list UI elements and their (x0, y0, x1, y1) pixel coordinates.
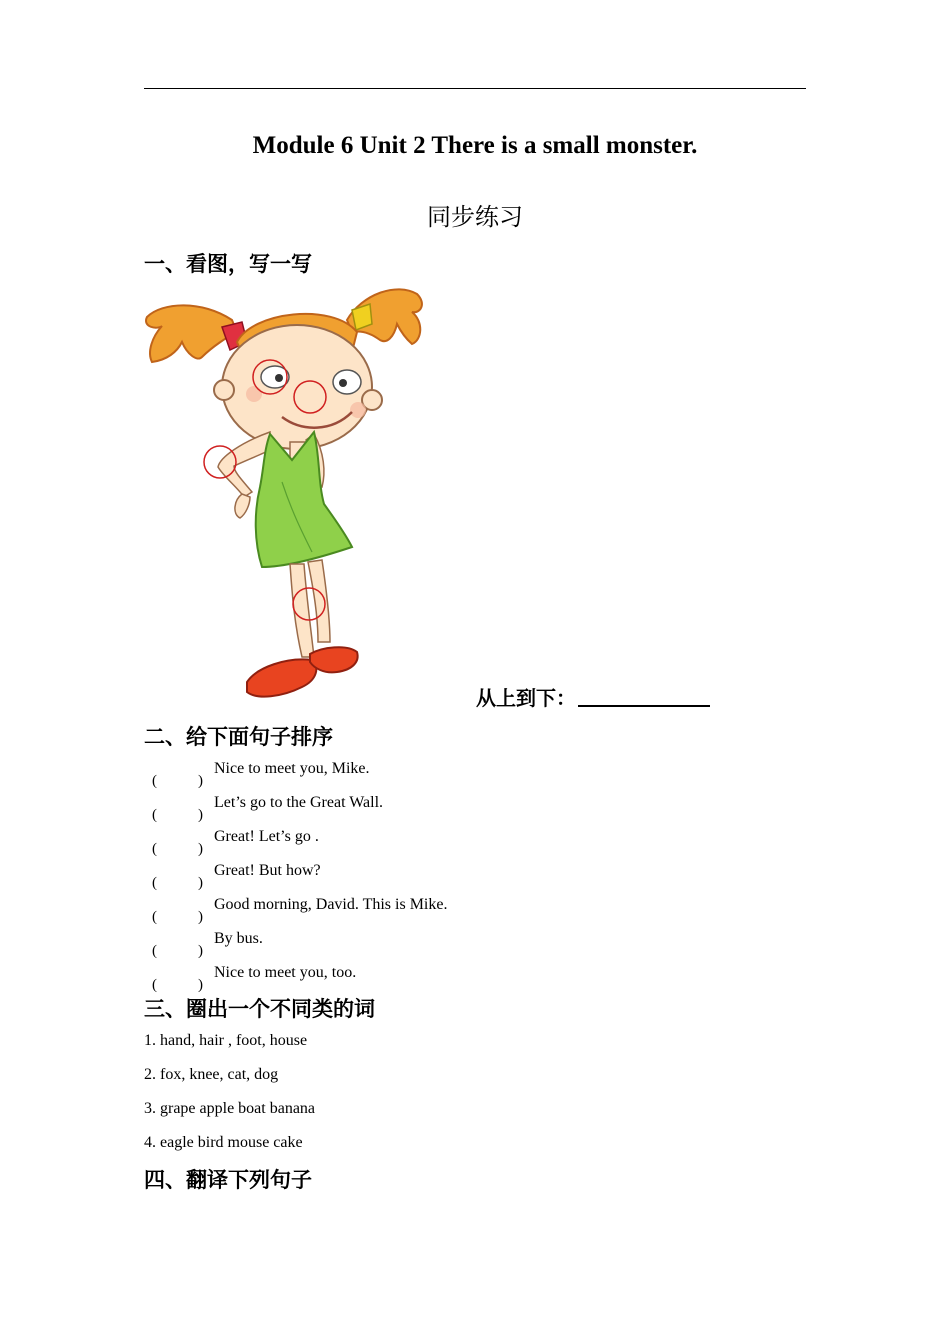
ordering-item: ( ) Good morning, David. This is Mike. (152, 896, 448, 925)
odd-word-item: 1. hand, hair , foot, house (144, 1032, 308, 1049)
answer-line (476, 682, 710, 711)
header-rule (144, 88, 806, 89)
section3-heading: 三、圈出一个不同类的词 (144, 997, 375, 1021)
ordering-item: ( ) Nice to meet you, too. (152, 964, 357, 993)
section2-heading: 二、给下面句子排序 (144, 725, 333, 749)
document-subtitle: 同步练习 (427, 203, 523, 231)
odd-word-item: 4. eagle bird mouse cake (144, 1134, 303, 1151)
ordering-item: ( ) Great! Let’s go . (152, 828, 319, 857)
document-title: Module 6 Unit 2 There is a small monster. (252, 132, 698, 159)
answer-blank[interactable] (578, 685, 710, 707)
ordering-item: ( ) Great! But how? (152, 862, 321, 891)
odd-word-item: 2. fox, knee, cat, dog (144, 1066, 279, 1083)
ordering-item: ( ) Nice to meet you, Mike. (152, 760, 370, 789)
section4-heading: 四、翻译下列句子 (144, 1168, 312, 1192)
section1-heading: 一、看图，写一写 (144, 252, 312, 276)
girl-illustration (142, 282, 432, 708)
ordering-item: ( ) By bus. (152, 930, 263, 959)
ordering-item: ( ) Let’s go to the Great Wall. (152, 794, 384, 823)
odd-word-item: 3. grape apple boat banana (144, 1100, 316, 1117)
answer-label: 从上到下： (476, 686, 576, 710)
